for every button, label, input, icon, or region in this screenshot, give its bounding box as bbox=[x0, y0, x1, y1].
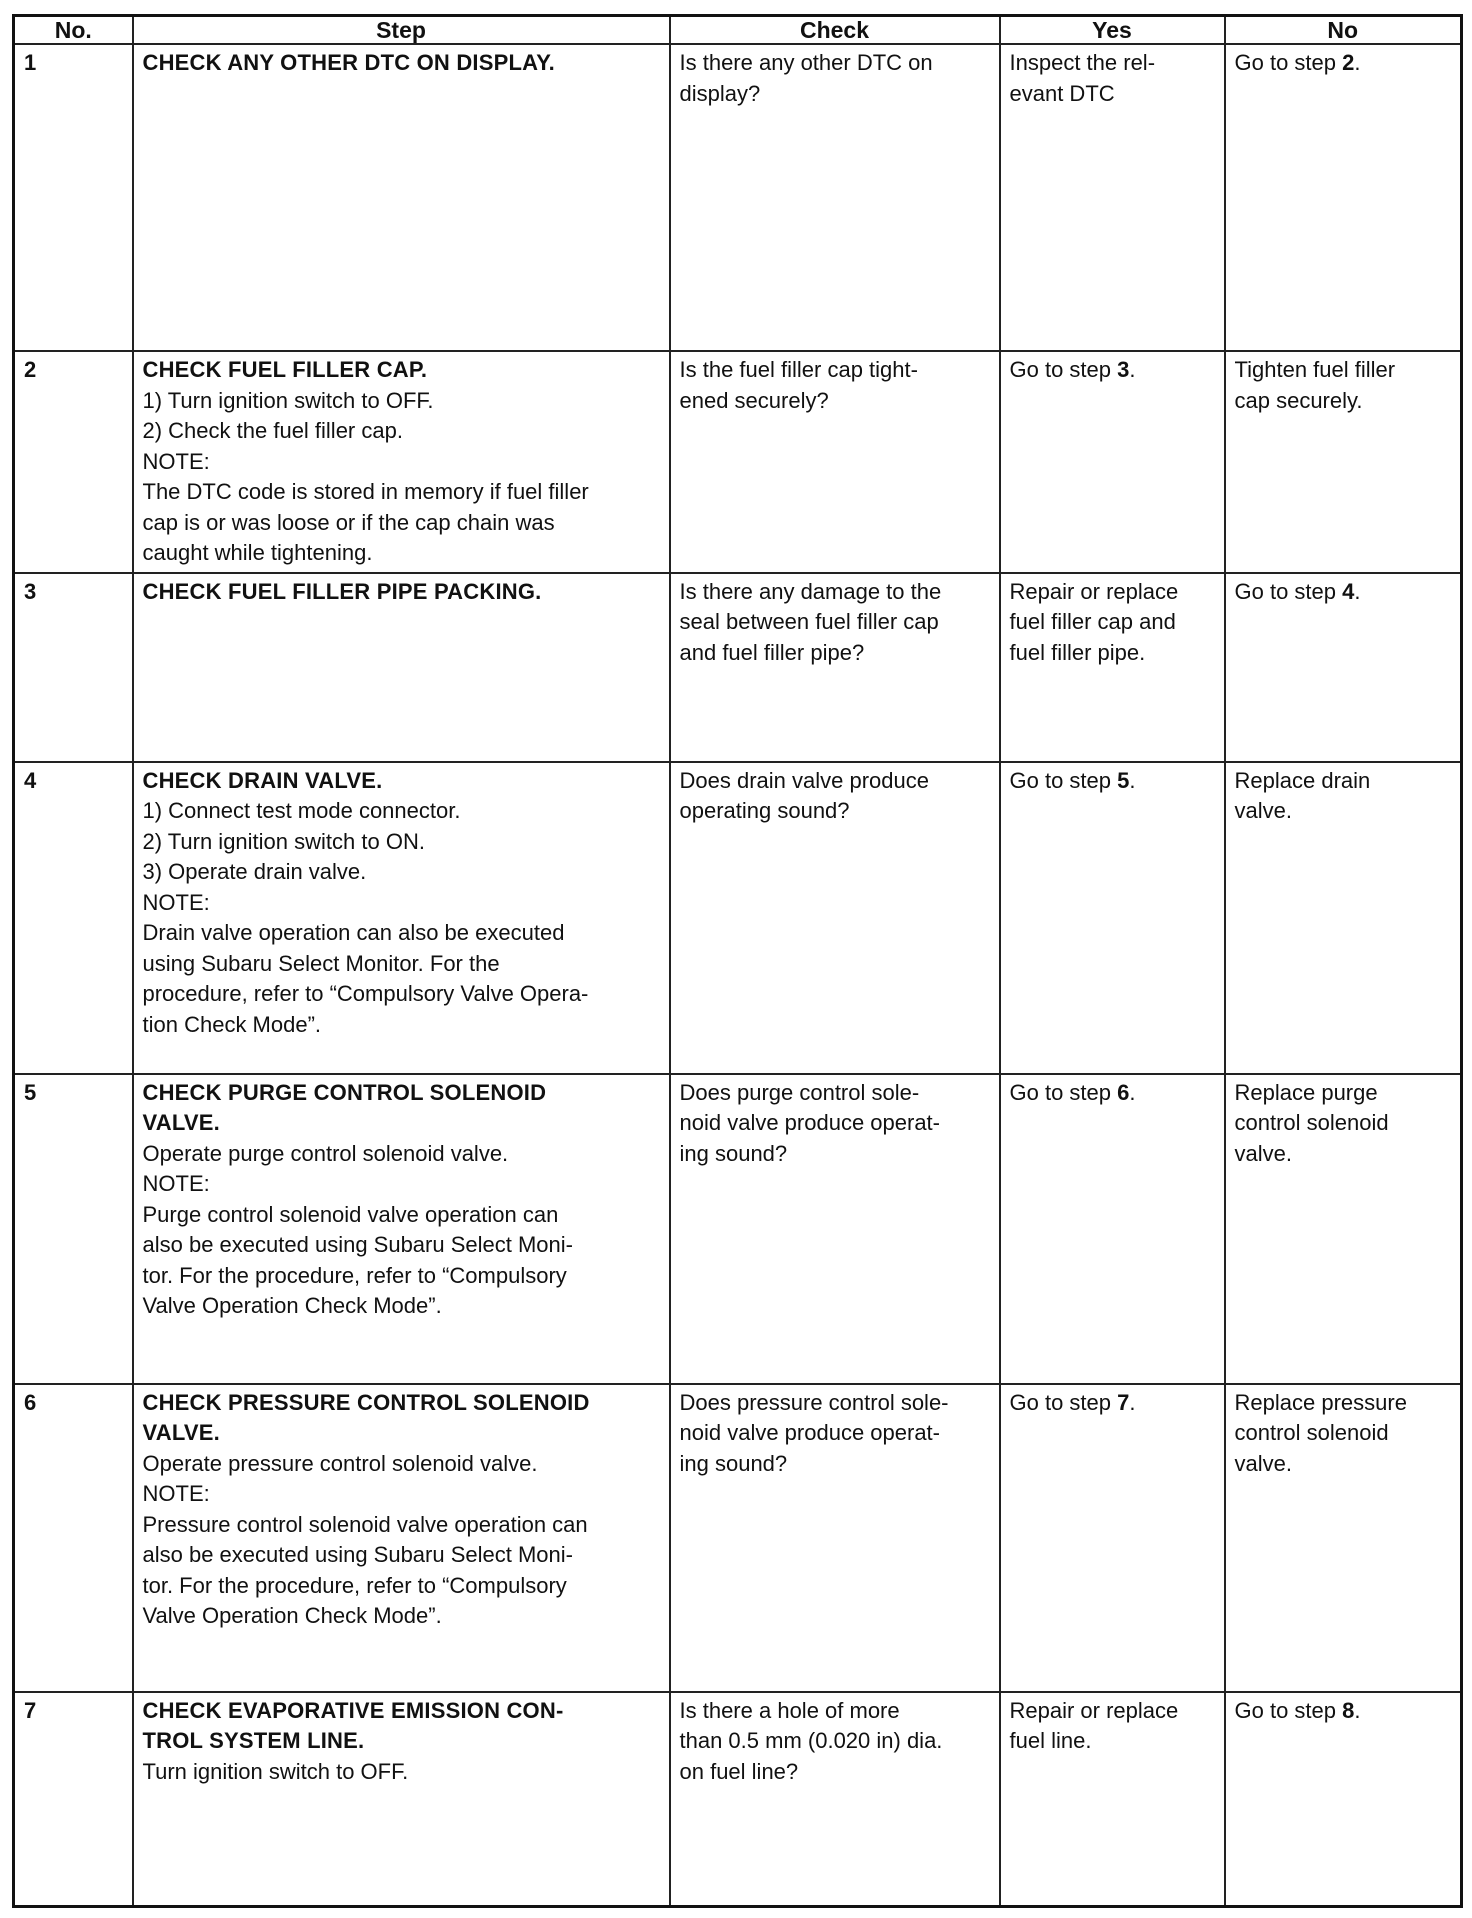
step-cell bbox=[133, 1692, 670, 1907]
row-number: 6 bbox=[14, 1384, 133, 1692]
step-title: CHECK EVAPORATIVE EMISSION CON- TROL SYSTEM LINE. bbox=[142, 1697, 564, 1753]
step-cell bbox=[133, 762, 670, 1074]
no-cell bbox=[1225, 1692, 1462, 1907]
no-text: Replace purge control solenoid valve. bbox=[1234, 1079, 1389, 1166]
step-cell bbox=[133, 44, 670, 351]
step-body: Operate pressure control solenoid valve. NOTE: Pressure control solenoid valve operation can also be executed using Subaru Select Moni- tor. For the procedure, refer to “Compulsory Valve Operation Check Mode”. bbox=[142, 1450, 588, 1628]
check-text: Does drain valve produce operating sound? bbox=[679, 767, 929, 823]
yes-step-ref: 5 bbox=[1117, 767, 1130, 793]
check-text: Is there any other DTC on display? bbox=[679, 50, 933, 106]
yes-cell bbox=[1000, 573, 1225, 762]
yes-cell bbox=[1000, 44, 1225, 351]
yes-cell bbox=[1000, 1384, 1225, 1692]
step-body: 1) Connect test mode connector. 2) Turn ignition switch to ON. 3) Operate drain valve. NOTE: Drain valve operation can also be executed using Subaru Select Monitor. For the procedure, refer to “Compulsory Valve Opera- tion Check Mode”. bbox=[142, 798, 589, 1037]
yes-step-ref: 7 bbox=[1117, 1389, 1130, 1415]
yes-cell bbox=[1000, 1074, 1225, 1384]
no-step-ref: 4 bbox=[1342, 578, 1355, 604]
yes-step-ref: 3 bbox=[1117, 357, 1130, 382]
header-check: Check bbox=[670, 16, 1000, 45]
check-cell bbox=[670, 1692, 1000, 1907]
no-text: Go to step bbox=[1234, 578, 1343, 604]
check-cell bbox=[670, 1384, 1000, 1692]
check-cell bbox=[670, 762, 1000, 1074]
yes-text: Go to step bbox=[1009, 767, 1118, 793]
yes-text-end: . bbox=[1129, 357, 1136, 382]
yes-cell bbox=[1000, 1692, 1225, 1907]
check-cell bbox=[670, 44, 1000, 351]
step-title: CHECK FUEL FILLER CAP. bbox=[142, 357, 428, 382]
yes-cell bbox=[1000, 351, 1225, 573]
step-body: 1) Turn ignition switch to OFF. 2) Check the fuel filler cap. NOTE: The DTC code is stored in memory if fuel filler cap is or was loose or if the cap chain was caught while tightening. bbox=[142, 387, 589, 565]
yes-step-ref: 6 bbox=[1117, 1079, 1130, 1105]
row-number: 1 bbox=[14, 44, 133, 351]
no-text-end: . bbox=[1354, 50, 1361, 75]
yes-text: Go to step bbox=[1009, 1389, 1118, 1415]
header-no: No. bbox=[14, 16, 133, 45]
yes-text: Go to step bbox=[1009, 1079, 1118, 1105]
no-text: Go to step bbox=[1234, 1697, 1343, 1723]
no-cell bbox=[1225, 1074, 1462, 1384]
table-row bbox=[14, 762, 1462, 1074]
table-row bbox=[14, 573, 1462, 762]
no-cell bbox=[1225, 1384, 1462, 1692]
check-text: Is there a hole of more than 0.5 mm (0.020 in) dia. on fuel line? bbox=[679, 1697, 943, 1784]
no-text-end: . bbox=[1354, 1697, 1361, 1723]
step-title: CHECK ANY OTHER DTC ON DISPLAY. bbox=[142, 50, 555, 75]
no-text: Replace drain valve. bbox=[1234, 767, 1371, 823]
header-row bbox=[14, 16, 1462, 45]
header-no-result: No bbox=[1225, 16, 1462, 45]
table-row bbox=[14, 1692, 1462, 1907]
diagnostic-table bbox=[12, 14, 1463, 1908]
check-text: Does purge control sole- noid valve produce operat- ing sound? bbox=[679, 1079, 940, 1166]
yes-text: Go to step bbox=[1009, 357, 1118, 382]
no-text-end: . bbox=[1354, 578, 1361, 604]
step-cell bbox=[133, 1384, 670, 1692]
no-step-ref: 8 bbox=[1342, 1697, 1355, 1723]
row-number: 3 bbox=[14, 573, 133, 762]
no-text: Tighten fuel filler cap securely. bbox=[1234, 357, 1396, 413]
yes-text-end: . bbox=[1129, 1389, 1136, 1415]
no-text: Replace pressure control solenoid valve. bbox=[1234, 1389, 1407, 1476]
no-cell bbox=[1225, 44, 1462, 351]
yes-cell bbox=[1000, 762, 1225, 1074]
yes-text: Repair or replace fuel line. bbox=[1009, 1697, 1179, 1753]
check-cell bbox=[670, 351, 1000, 573]
header-yes: Yes bbox=[1000, 16, 1225, 45]
no-cell bbox=[1225, 573, 1462, 762]
step-cell bbox=[133, 1074, 670, 1384]
no-cell bbox=[1225, 762, 1462, 1074]
no-text: Go to step bbox=[1234, 50, 1343, 75]
step-title: CHECK DRAIN VALVE. bbox=[142, 767, 383, 793]
check-text: Is the fuel filler cap tight- ened securely? bbox=[679, 357, 918, 413]
row-number: 5 bbox=[14, 1074, 133, 1384]
table-row bbox=[14, 44, 1462, 351]
step-title: CHECK PURGE CONTROL SOLENOID VALVE. bbox=[142, 1079, 547, 1135]
step-body: Turn ignition switch to OFF. bbox=[142, 1758, 409, 1784]
table-row bbox=[14, 1074, 1462, 1384]
check-cell bbox=[670, 1074, 1000, 1384]
row-number: 4 bbox=[14, 762, 133, 1074]
table-row bbox=[14, 351, 1462, 573]
check-cell bbox=[670, 573, 1000, 762]
step-title: CHECK FUEL FILLER PIPE PACKING. bbox=[142, 578, 542, 604]
step-body: Operate purge control solenoid valve. NOTE: Purge control solenoid valve operation can also be executed using Subaru Select Moni- tor. For the procedure, refer to “Compulsory Valve Operation Check Mode”. bbox=[142, 1140, 573, 1318]
check-text: Does pressure control sole- noid valve produce operat- ing sound? bbox=[679, 1389, 949, 1476]
yes-text-end: . bbox=[1129, 767, 1136, 793]
step-cell bbox=[133, 351, 670, 573]
row-number: 7 bbox=[14, 1692, 133, 1907]
yes-text-end: . bbox=[1129, 1079, 1136, 1105]
step-cell bbox=[133, 573, 670, 762]
row-number: 2 bbox=[14, 351, 133, 573]
no-step-ref: 2 bbox=[1342, 50, 1355, 75]
header-step: Step bbox=[133, 16, 670, 45]
step-title: CHECK PRESSURE CONTROL SOLENOID VALVE. bbox=[142, 1389, 590, 1445]
yes-text: Repair or replace fuel filler cap and fuel filler pipe. bbox=[1009, 578, 1179, 665]
table-row bbox=[14, 1384, 1462, 1692]
yes-text: Inspect the rel- evant DTC bbox=[1009, 50, 1156, 106]
no-cell bbox=[1225, 351, 1462, 573]
check-text: Is there any damage to the seal between fuel filler cap and fuel filler pipe? bbox=[679, 578, 942, 665]
